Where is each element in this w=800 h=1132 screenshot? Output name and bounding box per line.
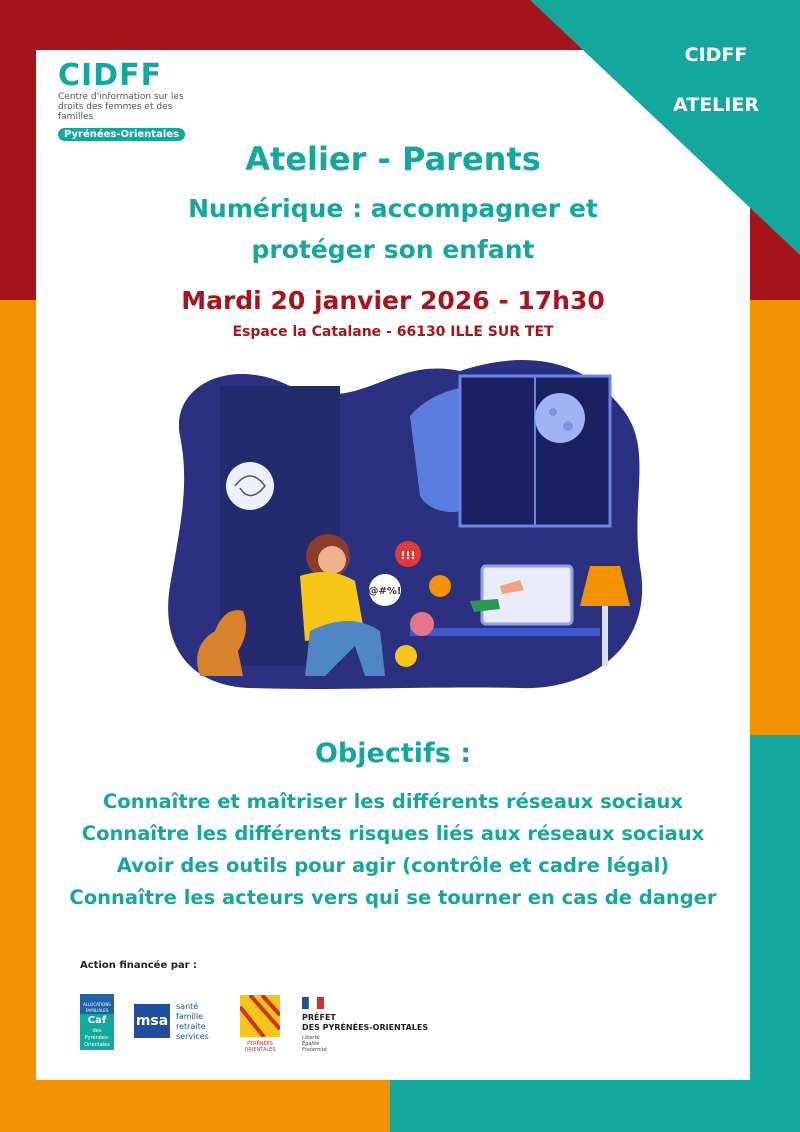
objectif-item: Connaître les acteurs vers qui se tourner en cas de danger (69, 886, 717, 909)
objectifs-title: Objectifs : (314, 738, 472, 769)
prefet-logo: PRÉFET DES PYRÉNÉES-ORIENTALES Liberté Égalité Fraternité (302, 994, 442, 1050)
caf-logo-top: ALLOCATIONS FAMILIALES (80, 994, 114, 1014)
logo-subtitle: Centre d'information sur les droits des femmes et des familles (58, 92, 184, 122)
moon-crater (563, 421, 573, 431)
subtitle-line-2: protéger son enfant (251, 235, 535, 264)
dislike-icon (429, 575, 451, 597)
alert-text: !!! (400, 549, 416, 562)
logo-word: CIDFF (58, 58, 163, 93)
departement-logo: PYRÉNÉES ORIENTALES (240, 995, 280, 1051)
objectifs-list (36, 786, 750, 914)
msa-mark: msa (134, 1004, 170, 1038)
msa-text: santé famille retraite services (176, 1002, 209, 1041)
objectif-item: Connaître les différents risques liés aux réseaux sociaux (81, 822, 705, 845)
msa-logo (134, 1000, 224, 1044)
cidff-logo (58, 60, 228, 141)
catalan-flag-icon (240, 995, 280, 1037)
girl-face (318, 546, 346, 574)
caf-logo (80, 994, 114, 1050)
corner-label-bottom: ATELIER (673, 94, 759, 116)
background-teal-bottom (390, 1080, 800, 1132)
moon (535, 393, 585, 443)
event-place: Espace la Catalane - 66130 ILLE SUR TET (232, 324, 554, 340)
desk (410, 628, 600, 636)
funded-by-label: Action financée par : (80, 960, 198, 971)
logo-region: Pyrénées-Orientales (58, 128, 185, 141)
sad-face-icon (395, 645, 417, 667)
corner-ribbon (530, 0, 800, 255)
subtitle-line-1: Numérique : accompagner et (188, 194, 598, 223)
illustration (160, 346, 650, 691)
objectif-item: Connaître et maîtriser les différents réseaux sociaux (103, 790, 683, 813)
background-teal-right (750, 735, 800, 1132)
event-date: Mardi 20 janvier 2026 - 17h30 (181, 286, 605, 315)
thought-bubble (226, 462, 274, 510)
objectif-item: Avoir des outils pour agir (contrôle et cadre légal) (116, 854, 670, 877)
corner-label-top: CIDFF (684, 44, 748, 66)
page-title: Atelier - Parents (245, 140, 541, 178)
marianne-flag-icon (302, 997, 324, 1009)
angry-face-icon (410, 612, 434, 636)
laptop-screen (482, 566, 572, 624)
swear-text: @#%! (368, 586, 402, 597)
caf-logo-bottom: Caf des Pyrénées-Orientales (80, 1014, 114, 1050)
lamp-stand (602, 606, 608, 666)
moon-crater (549, 408, 557, 416)
